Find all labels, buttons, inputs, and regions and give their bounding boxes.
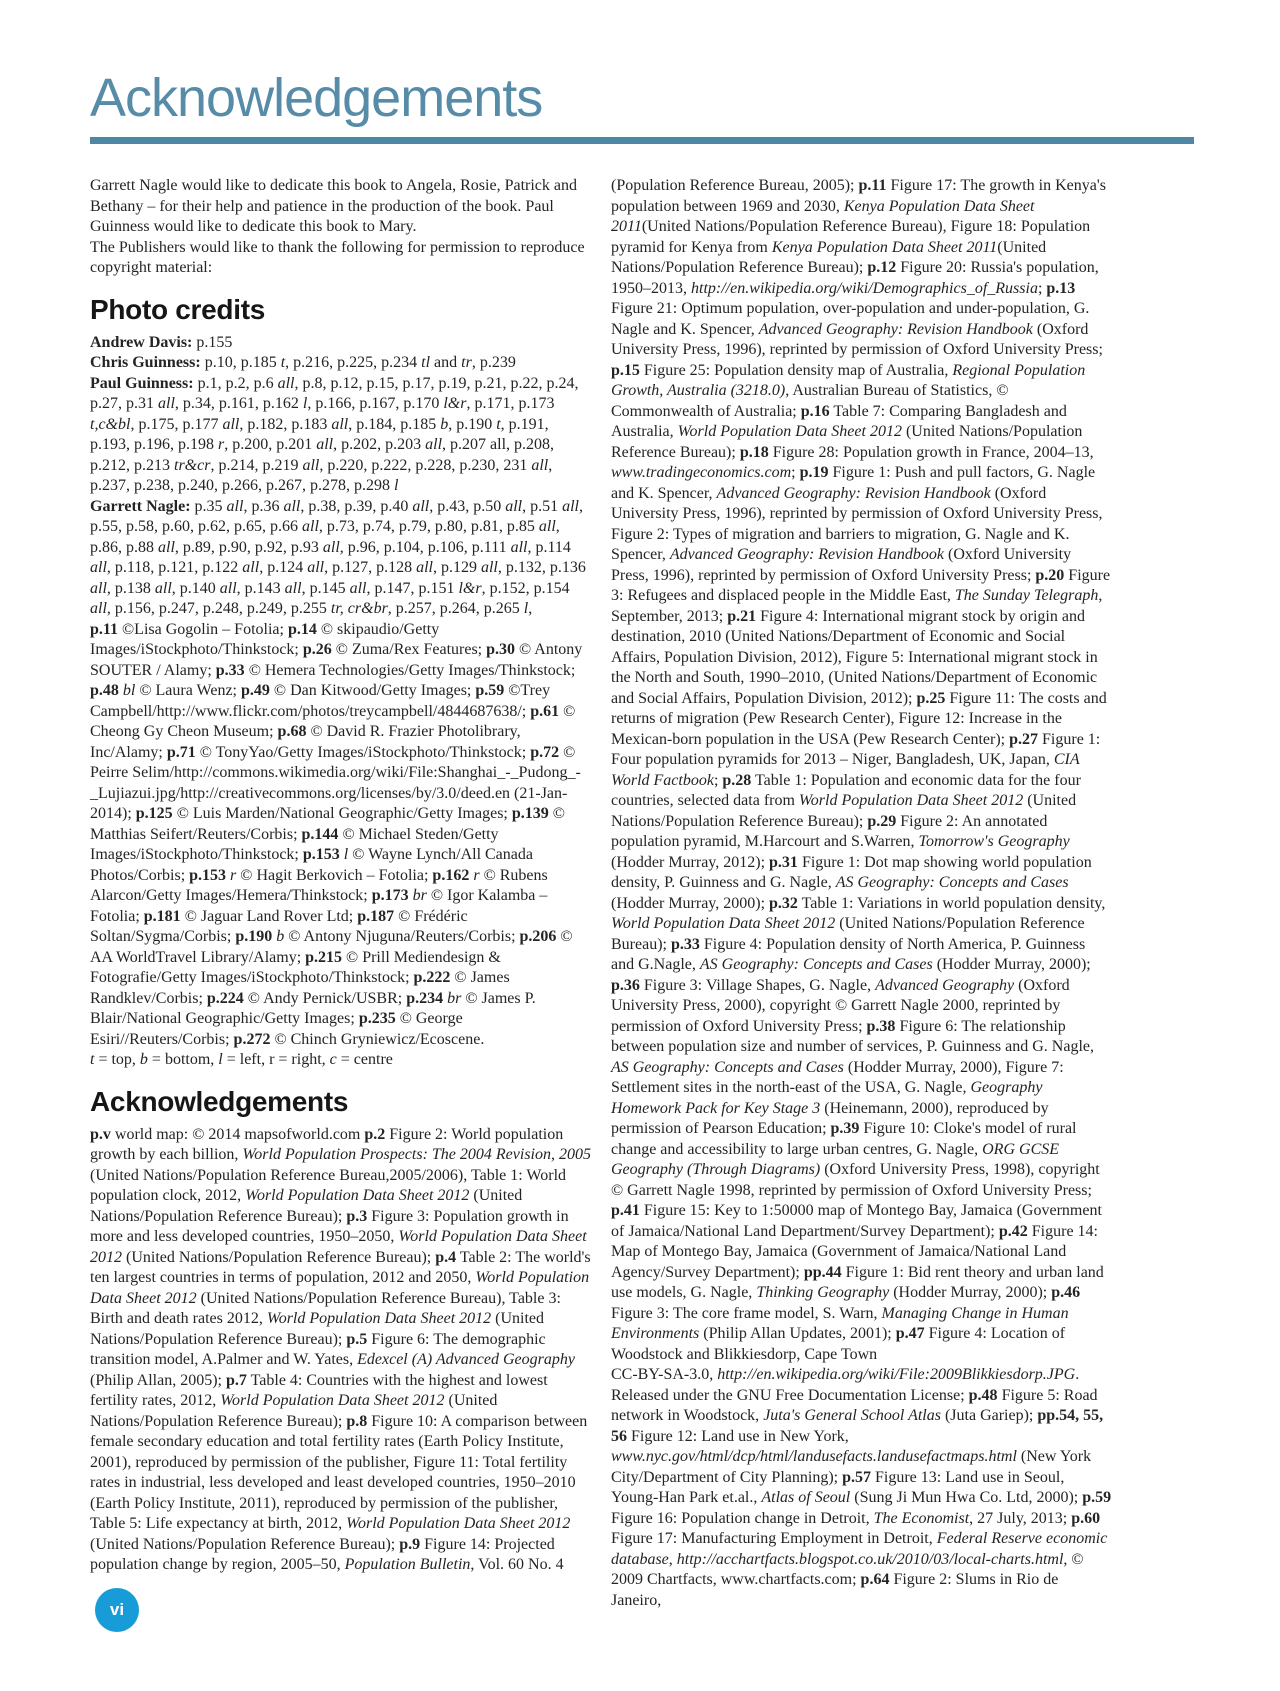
left-column <box>90 176 591 1576</box>
right-column <box>611 176 1112 1611</box>
page-title: Acknowledgements <box>90 68 543 128</box>
acknowledgements-heading: Acknowledgements <box>90 1085 349 1117</box>
acknowledgements-text-right: (Population Reference Bureau, 2005); p.11 Figure 17: The growth in Kenya's population between 1969 and 2030, Kenya Population Data Sheet 2011(United Nations/Population Reference Bureau), Figure 18: Population pyramid for Kenya from Kenya Population Data Sheet 2011(United Nations/Population Reference Bureau); p.12 Figure 20: Russia's population, 1950–2013, http://en.wikipedia.org/wiki/Demographics_of_Russia; p.13 Figure 21: Optimum population, over-population and under-population, G. Nagle and K. Spencer, Advanced Geography: Revision Handbook (Oxford University Press, 1996), reprinted by permission of Oxford University Press; p.15 Figure 25: Population density map of Australia, Regional Population Growth, Australia (3218.0), Australian Bureau of Statistics, © Commonwealth of Australia; p.16 Table 7: Comparing Bangladesh and Australia, World Population Data Sheet 2012 (United Nations/Population Reference Bureau); p.18 Figure 28: Population growth in France, 2004–13, www.tradingeconomics.com; p.19 Figure 1: Push and pull factors, G. Nagle and K. Spencer, Advanced Geography: Revision Handbook (Oxford University Press, 1996), reprinted by permission of Oxford University Press, Figure 2: Types of migration and barriers to migration, G. Nagle and K. Spencer, Advanced Geography: Revision Handbook (Oxford University Press, 1996), reprinted by permission of Oxford University Press; p.20 Figure 3: Refugees and displaced people in the Middle East, The Sunday Telegraph, September, 2013; p.21 Figure 4: International migrant stock by origin and destination, 2010 (United Nations/Department of Economic and Social Affairs, Population Division, 2012), Figure 5: International migrant stock in the North and South, 1990–2010, (United Nations/Department of Economic and Social Affairs, Population Division, 2012); p.25 Figure 11: The costs and returns of migration (Pew Research Center), Figure 12: Increase in the Mexican-born population in the USA (Pew Research Center); p.27 Figure 1: Four population pyramids for 2013 – Niger, Bangladesh, UK, Japan, CIA World Factbook; p.28 Table 1: Population and economic data for the four countries, selected data from World Population Data Sheet 2012 (United Nations/Population Reference Bureau); p.29 Figure 2: An annotated population pyramid, M.Harcourt and S.Warren, Tomorrow's Geography (Hodder Murray, 2012); p.31 Figure 1: Dot map showing world population density, P. Guinness and G. Nagle, AS Geography: Concepts and Cases (Hodder Murray, 2000); p.32 Table 1: Variations in world population density, World Population Data Sheet 2012 (United Nations/Population Reference Bureau); p.33 Figure 4: Population density of North America, P. Guinness and G.Nagle, AS Geography: Concepts and Cases (Hodder Murray, 2000); p.36 Figure 3: Village Shapes, G. Nagle, Advanced Geography (Oxford University Press, 2000), copyright © Garrett Nagle 2000, reprinted by permission of Oxford University Press; p.38 Figure 6: The relationship between population size and number of services, P. Guinness and G. Nagle, AS Geography: Concepts and Cases (Hodder Murray, 2000), Figure 7: Settlement sites in the north-east of the USA, G. Nagle, Geography Homework Pack for Key Stage 3 (Heinemann, 2000), reproduced by permission of Pearson Education; p.39 Figure 10: Cloke's model of rural change and accessibility to large urban centres, G. Nagle, ORG GCSE Geography (Through Diagrams) (Oxford University Press, 1998), copyright © Garrett Nagle 1998, reprinted by permission of Oxford University Press; p.41 Figure 15: Key to 1:50000 map of Montego Bay, Jamaica (Government of Jamaica/National Land Department/Survey Department); p.42 Figure 14: Map of Montego Bay, Jamaica (Government of Jamaica/National Land Agency/Survey Department); pp.44 Figure 1: Bid rent theory and urban land use models, G. Nagle, Thinking Geography (Hodder Murray, 2000); p.46 Figure 3: The core frame model, S. Warn, Managing Change in Human Environments (Philip Allan Updates, 2001); p.47 Figure 4: Location of Woodstock and Blikkiesdorp, Cape Town CC-BY-SA-3.0, http://en.wikipedia.org/wiki/File:2009Blikkiesdorp.JPG. Released under the GNU Free Documentation License; p.48 Figure 5: Road network in Woodstock, Juta's General School Atlas (Juta Gariep); pp.54, 55, 56 Figure 12: Land use in New York, www.nyc.gov/html/dcp/html/landusefacts.landusefactmaps.html (New York City/Department of City Planning); p.57 Figure 13: Land use in Seoul, Young-Han Park et.al., Atlas of Seoul (Sung Ji Mun Hwa Co. Ltd, 2000); p.59 Figure 16: Population change in Detroit, The Economist, 27 July, 2013; p.60 Figure 17: Manufacturing Employment in Detroit, Federal Reserve economic database, http://acchartfacts.blogspot.co.uk/2010/03/local-charts.html, © 2009 Chartfacts, www.chartfacts.com; p.64 Figure 2: Slums in Rio de Janeiro, <box>611 177 1112 1609</box>
two-column-layout <box>90 176 1112 1611</box>
page-header <box>90 68 1194 144</box>
dedication-text: Garrett Nagle would like to dedicate this book to Angela, Rosie, Patrick and Bethany – for their help and patience in the production of the book. Paul Guinness would like to dedicate this book to Mary. The Publishers would like to thank the following for permission to reproduce copyright material: <box>90 177 585 276</box>
page-number-badge <box>95 1588 139 1632</box>
acknowledgements-text-left: p.v world map: © 2014 mapsofworld.com p.2 Figure 2: World population growth by each billion, World Population Prospects: The 2004 Revision, 2005 (United Nations/Population Reference Bureau,2005/2006), Table 1: World population clock, 2012, World Population Data Sheet 2012 (United Nations/Population Reference Bureau); p.3 Figure 3: Population growth in more and less developed countries, 1950–2050, World Population Data Sheet 2012 (United Nations/Population Reference Bureau); p.4 Table 2: The world's ten largest countries in terms of population, 2012 and 2050, World Population Data Sheet 2012 (United Nations/Population Reference Bureau), Table 3: Birth and death rates 2012, World Population Data Sheet 2012 (United Nations/Population Reference Bureau); p.5 Figure 6: The demographic transition model, A.Palmer and W. Yates, Edexcel (A) Advanced Geography (Philip Allan, 2005); p.7 Table 4: Countries with the highest and lowest fertility rates, 2012, World Population Data Sheet 2012 (United Nations/Population Reference Bureau); p.8 Figure 10: A comparison between female secondary education and total fertility rates (Earth Policy Institute, 2001), reproduced by permission of the publisher, Figure 11: Total fertility rates in industrial, less developed and least developed countries, 1950–2010 (Earth Policy Institute, 2011), reproduced by permission of the publisher, Table 5: Life expectancy at birth, 2012, World Population Data Sheet 2012 (United Nations/Population Reference Bureau); p.9 Figure 14: Projected population change by region, 2005–50, Population Bulletin, Vol. 60 No. 4 <box>90 1125 591 1573</box>
title-rule <box>90 137 1194 144</box>
page-number: vi <box>109 1600 125 1619</box>
photo-credits-heading: Photo credits <box>90 293 266 325</box>
photo-credits-text: Andrew Davis: p.155 Chris Guinness: p.10, p.185 t, p.216, p.225, p.234 tl and tr, p.239 Paul Guinness: p.1, p.2, p.6 all, p.8, p.12, p.15, p.17, p.19, p.21, p.22, p.24, p.27, p.31 all, p.34, p.161, p.162 l, p.166, p.167, p.170 l&r, p.171, p.173 t,c&bl, p.175, p.177 all, p.182, p.183 all, p.184, p.185 b, p.190 t, p.191, p.193, p.196, p.198 r, p.200, p.201 all, p.202, p.203 all, p.207 all, p.208, p.212, p.213 tr&cr, p.214, p.219 all, p.220, p.222, p.228, p.230, 231 all, p.237, p.238, p.240, p.266, p.267, p.278, p.298 l Garrett Nagle: p.35 all, p.36 all, p.38, p.39, p.40 all, p.43, p.50 all, p.51 all, p.55, p.58, p.60, p.62, p.65, p.66 all, p.73, p.74, p.79, p.80, p.81, p.85 all, p.86, p.88 all, p.89, p.90, p.92, p.93 all, p.96, p.104, p.106, p.111 all, p.114 all, p.118, p.121, p.122 all, p.124 all, p.127, p.128 all, p.129 all, p.132, p.136 all, p.138 all, p.140 all, p.143 all, p.145 all, p.147, p.151 l&r, p.152, p.154 all, p.156, p.247, p.248, p.249, p.255 tr, cr&br, p.257, p.264, p.265 l, p.11 ©Lisa Gogolin – Fotolia; p.14 © skipaudio/Getty Images/iStockphoto/Thinkstock; p.26 © Zuma/Rex Features; p.30 © Antony SOUTER / Alamy; p.33 © Hemera Technologies/Getty Images/Thinkstock; p.48 bl © Laura Wenz; p.49 © Dan Kitwood/Getty Images; p.59 ©Trey Campbell/http://www.flickr.com/photos/treycampbell/4844687638/; p.61 © Cheong Gy Cheon Museum; p.68 © David R. Frazier Photolibrary, Inc/Alamy; p.71 © TonyYao/Getty Images/iStockphoto/Thinkstock; p.72 © Peirre Selim/http://commons.wikimedia.org/wiki/File:Shanghai_-_Pudong_-_Lujiazui.jpg/http://creativecommons.org/licenses/by/3.0/deed.en (21-Jan-2014); p.125 © Luis Marden/National Geographic/Getty Images; p.139 © Matthias Seifert/Reuters/Corbis; p.144 © Michael Steden/Getty Images/iStockphoto/Thinkstock; p.153 l © Wayne Lynch/All Canada Photos/Corbis; p.153 r © Hagit Berkovich – Fotolia; p.162 r © Rubens Alarcon/Getty Images/Hemera/Thinkstock; p.173 br © Igor Kalamba – Fotolia; p.181 © Jaguar Land Rover Ltd; p.187 © Frédéric Soltan/Sygma/Corbis; p.190 b © Antony Njuguna/Reuters/Corbis; p.206 © AA WorldTravel Library/Alamy; p.215 © Prill Mediendesign & Fotografie/Getty Images/iStockphoto/Thinkstock; p.222 © James Randklev/Corbis; p.224 © Andy Pernick/USBR; p.234 br © James P. Blair/National Geographic/Getty Images; p.235 © George Esiri//Reuters/Corbis; p.272 © Chinch Gryniewicz/Ecoscene. t = top, b = bottom, l = left, r = right, c = centre <box>90 333 586 1068</box>
